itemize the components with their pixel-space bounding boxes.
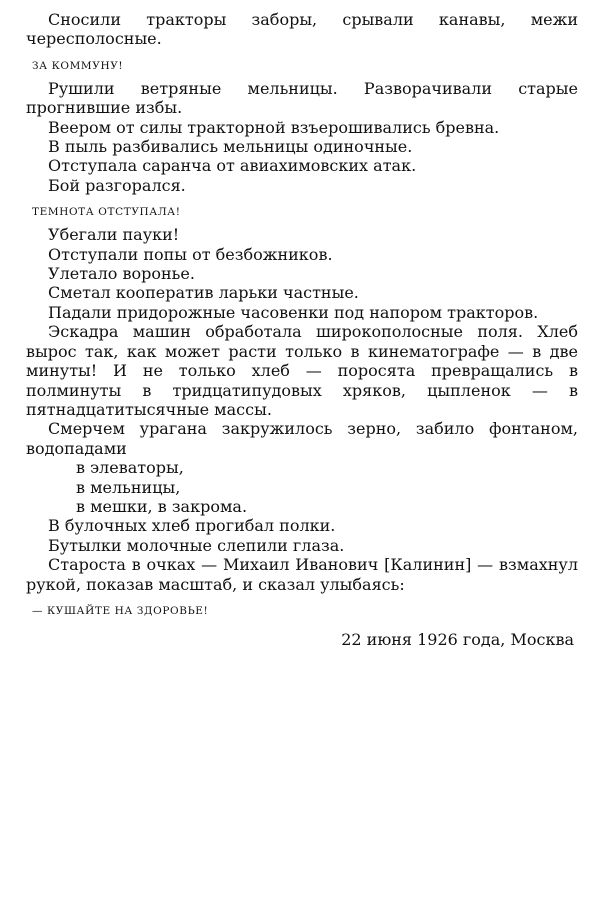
paragraph: Староста в очках — Михаил Иванович [Калинин] — взмахнул рукой, показав масштаб, и сказал улыбаясь: [26,555,578,594]
caps-heading: ТЕМНОТА ОТСТУПАЛА! [32,206,181,219]
text-line: Убегали пауки! [48,225,180,245]
text-line: Сметал кооператив ларьки частные. [48,283,359,303]
paragraph: Эскадра машин обработала широкополосные поля. Хлеб вырос так, как может расти только в кинематографе — в две минуты! И не только хлеб — поросята превращались в полминуты в тридцатипудовых хряков, цыпленок — в пятнадцатитысячные массы. [26,322,578,419]
date-place-signature: 22 июня 1926 года, Москва [341,629,574,649]
caps-heading: ЗА КОММУНУ! [32,59,124,72]
text-line: В булочных хлеб прогибал полки. [48,516,336,536]
stair-line: в мельницы, [76,477,181,497]
text-line: Бой разгорался. [48,175,186,195]
stair-line: в элеваторы, [76,458,184,478]
book-page [26,10,578,649]
text-line: Отступали попы от безбожников. [48,244,333,264]
text-line: Веером от силы тракторной взъерошивались бревна. [48,117,500,137]
paragraph: Сносили тракторы заборы, срывали канавы, межи чересполосные. [26,10,578,49]
paragraph: Рушили ветряные мельницы. Разворачивали старые прогнившие избы. [26,78,578,118]
text-line: Бутылки молочные слепили глаза. [48,535,345,555]
text-line: Улетало воронье. [48,264,195,284]
text-line: В пыль разбивались мельницы одиночные. [48,137,413,157]
paragraph: Смерчем урагана закружилось зерно, забило фонтаном, водопадами [26,419,578,458]
text-line: Падали придорожные часовенки под напором тракторов. [48,302,539,322]
text-line: Отступала саранча от авиахимовских атак. [48,156,417,176]
caps-heading: — КУШАЙТЕ НА ЗДОРОВЬЕ! [32,604,209,617]
stair-line: в мешки, в закрома. [76,496,248,516]
